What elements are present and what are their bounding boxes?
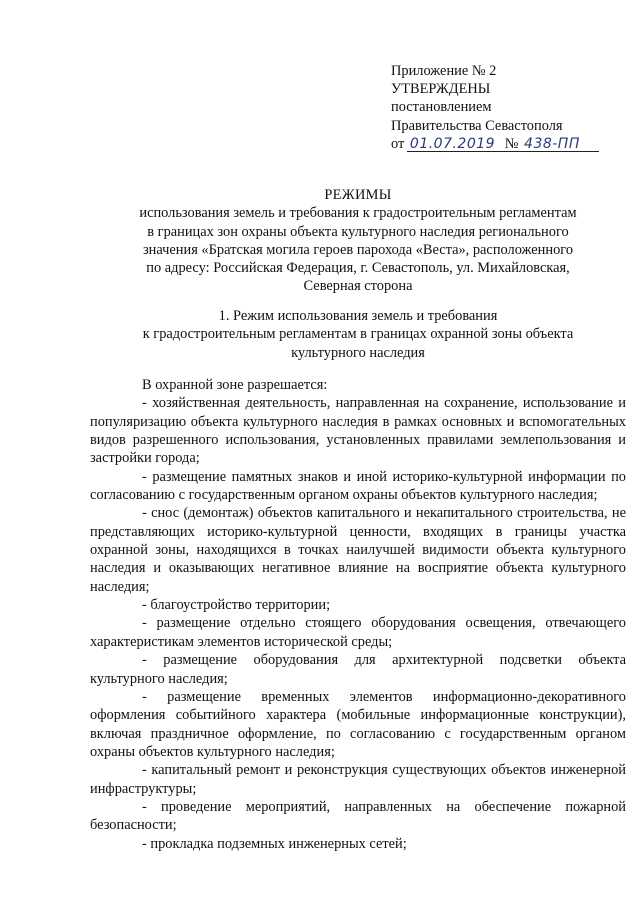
subtitle-line: в границах зон охраны объекта культурного наследия регионального bbox=[147, 223, 569, 240]
number-prefix: № bbox=[504, 135, 519, 152]
section-heading-line: 1. Режим использования земель и требования bbox=[218, 308, 498, 324]
handwritten-number: 438-ПП bbox=[524, 135, 580, 152]
subtitle-line: по адресу: Российская Федерация, г. Севастополь, ул. Михайловская, bbox=[146, 260, 570, 277]
government-label: Правительства Севастополя bbox=[391, 117, 563, 134]
list-item: - благоустройство территории; bbox=[142, 597, 331, 614]
subtitle-line: использования земель и требования к градостроительным регламентам bbox=[139, 205, 577, 222]
document-title: РЕЖИМЫ bbox=[324, 187, 392, 203]
subtitle-line: значения «Братская могила героев парохода «Веста», расположенного bbox=[142, 241, 574, 258]
list-item: - капитальный ремонт и реконструкция существующих объектов инженерной инфраструктуры; bbox=[90, 762, 626, 797]
approved-label: УТВЕРЖДЕНЫ bbox=[391, 81, 491, 98]
list-item: - проведение мероприятий, направленных на обеспечение пожарной безопасности; bbox=[90, 798, 626, 834]
list-item: - хозяйственная деятельность, направленная на сохранение, использование и популяризацию объекта культурного наследия в рамках основных и вспомогательных видов разрешенного использования, установленных правилами землепользования и застройки города; bbox=[90, 395, 626, 467]
decree-label: постановлением bbox=[391, 99, 492, 116]
list-item: - размещение временных элементов информационно-декоративного оформления событийного характера (мобильные информационные конструкции), включая праздничное оформление, по согласованию с государственным органом охраны объектов культурного наследия; bbox=[90, 688, 626, 760]
section-heading-line: культурного наследия bbox=[291, 344, 425, 361]
handwritten-date: 01.07.2019 bbox=[409, 135, 496, 152]
list-item: - размещение оборудования для архитектурной подсветки объекта культурного наследия; bbox=[90, 652, 626, 687]
subtitle-line: Северная сторона bbox=[303, 278, 413, 295]
appendix-label: Приложение № 2 bbox=[391, 63, 497, 79]
list-item: - размещение памятных знаков и иной историко-культурной информации по согласованию с государственным органом охраны объектов культурного наследия; bbox=[90, 468, 626, 504]
intro-paragraph: В охранной зоне разрешается: bbox=[142, 377, 328, 393]
signature-underline bbox=[407, 151, 599, 152]
list-item: - снос (демонтаж) объектов капитального и некапитального строительства, не представляющих историко-культурной ценности, входящих в границы участка охранной зоны, находящихся в точках наилучшей видимости объекта культурного наследия и оказывающих негативное влияние на восприятие объекта культурного наследия; bbox=[90, 505, 626, 595]
list-item: - размещение отдельно стоящего оборудования освещения, отвечающего характеристикам элементов исторической среды; bbox=[90, 615, 626, 650]
approval-block bbox=[391, 62, 580, 153]
section-heading-line: к градостроительным регламентам в границах охранной зоны объекта bbox=[142, 326, 574, 343]
date-number-line bbox=[391, 135, 580, 153]
list-item: - прокладка подземных инженерных сетей; bbox=[142, 835, 407, 852]
section-heading bbox=[90, 307, 626, 362]
document-header bbox=[90, 186, 626, 296]
document-body bbox=[90, 376, 626, 853]
date-prefix: от bbox=[391, 135, 405, 152]
